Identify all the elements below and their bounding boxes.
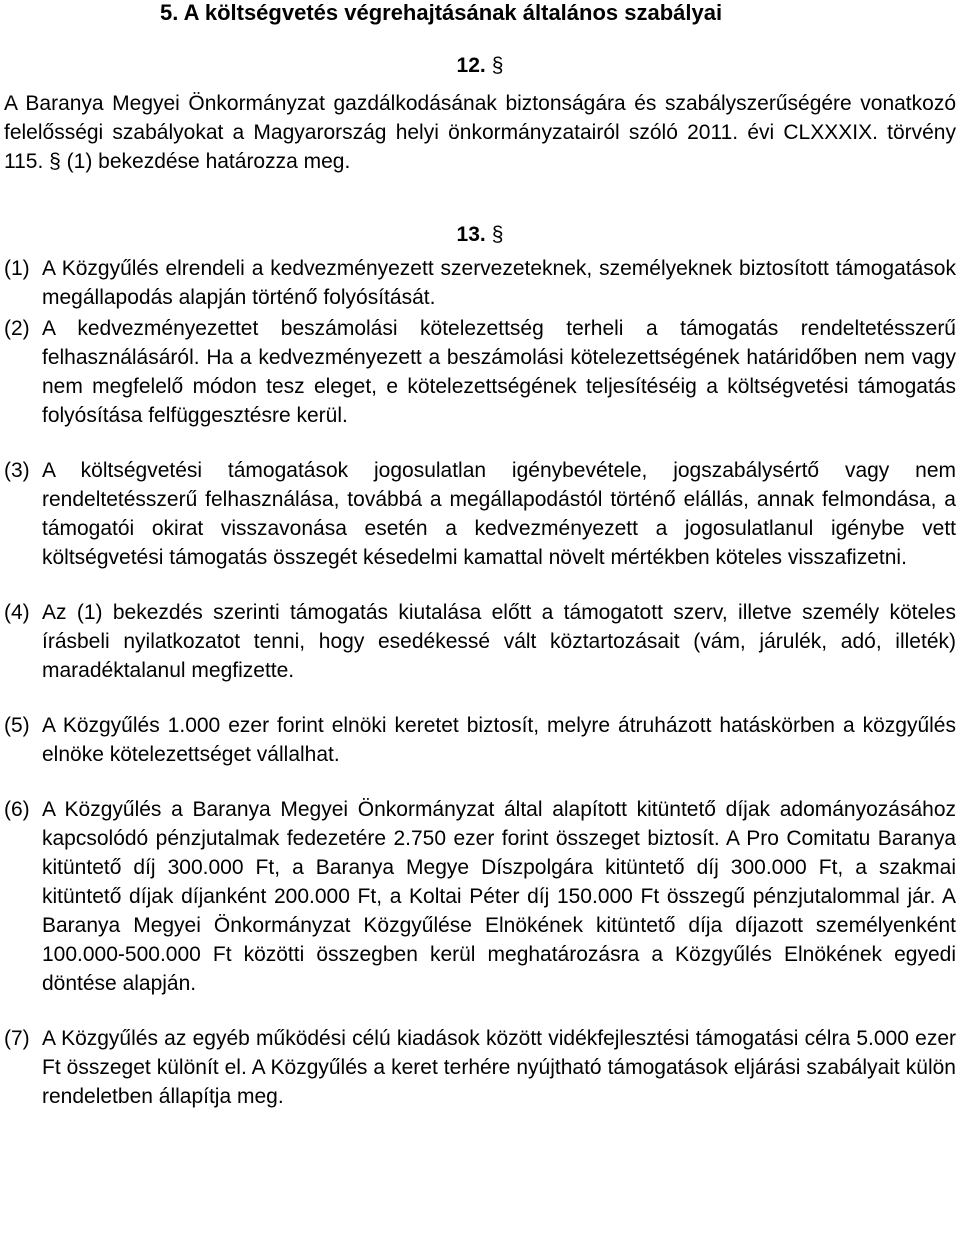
section-13-number [4,220,956,249]
paragraph-1 [4,254,956,312]
paragraph-7 [4,1024,956,1111]
paragraph-number: (7) [4,1027,30,1050]
paragraph-2 [4,314,956,430]
section-12-number [4,51,956,80]
document-page [4,0,956,1111]
paragraph-number: (1) [4,257,30,280]
section-symbol: § [491,54,504,77]
section-12-label: 12. [456,54,486,77]
paragraph-3 [4,456,956,572]
paragraph-text: A Közgyűlés az egyéb működési célú kiadások között vidékfejlesztési támogatási célra 5.000 ezer Ft összeget különít el. A Közgyűlés a keret terhére nyújtható támogatások eljárási szabályait külön rendeletben állapítja meg. [42,1027,956,1108]
paragraph-text: A Közgyűlés a Baranya Megyei Önkormányzat által alapított kitüntető díjak adományozásához kapcsolódó pénzjutalmak fedezetére 2.750 ezer forint összeget biztosít. A Pro Comitatu Baranya kitüntető díj 300.000 Ft, a Baranya Megye Díszpolgára kitüntető díj 300.000 Ft, a szakmai kitüntető díjak díjanként 200.000 Ft, a Koltai Péter díj 150.000 Ft összegű pénzjutalommal jár. A Baranya Megyei Önkormányzat Közgyűlése Elnökének kitüntető díja díjazott személyenként 100.000-500.000 Ft közötti összegben kerül meghatározásra a Közgyűlés Elnökének egyedi döntése alapján. [42,798,956,995]
paragraph-text: A Közgyűlés elrendeli a kedvezményezett szervezeteknek, személyeknek biztosított támogatások megállapodás alapján történő folyósítását. [42,257,956,309]
chapter-heading: 5. A költségvetés végrehajtásának általános szabályai [160,0,723,25]
paragraph-6 [4,795,956,998]
paragraph-text: A költségvetési támogatások jogosulatlan igénybevétele, jogszabálysértő vagy nem rendeltetésszerű felhasználása, továbbá a megállapodástól történő elállás, annak felmondása, a támogatói okirat visszavonása esetén a kedvezményezett a jogosulatlanul igénybe vett költségvetési támogatás összegét késedelmi kamattal növelt mértékben köteles visszafizetni. [42,459,956,569]
paragraph-5 [4,711,956,769]
paragraph-text: A Közgyűlés 1.000 ezer forint elnöki keretet biztosít, melyre átruházott hatáskörben a közgyűlés elnöke kötelezettséget vállalhat. [42,714,956,766]
section-symbol: § [491,223,504,246]
paragraph-number: (3) [4,459,30,482]
paragraph-number: (4) [4,601,30,624]
paragraph-number: (2) [4,317,30,340]
paragraph-number: (5) [4,714,30,737]
paragraph-text: A kedvezményezettet beszámolási kötelezettség terheli a támogatás rendeltetésszerű felhasználásáról. Ha a kedvezményezett a beszámolási kötelezettségének határidőben nem vagy nem megfelelő módon tesz eleget, e kötelezettségének teljesítéséig a költségvetési támogatás folyósítása felfüggesztésre kerül. [42,317,956,427]
paragraph-number: (6) [4,798,30,821]
section-12-text: A Baranya Megyei Önkormányzat gazdálkodásának biztonságára és szabályszerűségére vonatkozó felelősségi szabályokat a Magyarország helyi önkormányzatairól szóló 2011. évi CLXXXIX. törvény 115. § (1) bekezdése határozza meg. [4,92,956,173]
section-13-label: 13. [456,223,486,246]
paragraph-text: Az (1) bekezdés szerinti támogatás kiutalása előtt a támogatott szerv, illetve személy köteles írásbeli nyilatkozatot tenni, hogy esedékessé vált köztartozásait (vám, járulék, adó, illeték) maradéktalanul megfizette. [42,601,956,682]
paragraph-4 [4,598,956,685]
